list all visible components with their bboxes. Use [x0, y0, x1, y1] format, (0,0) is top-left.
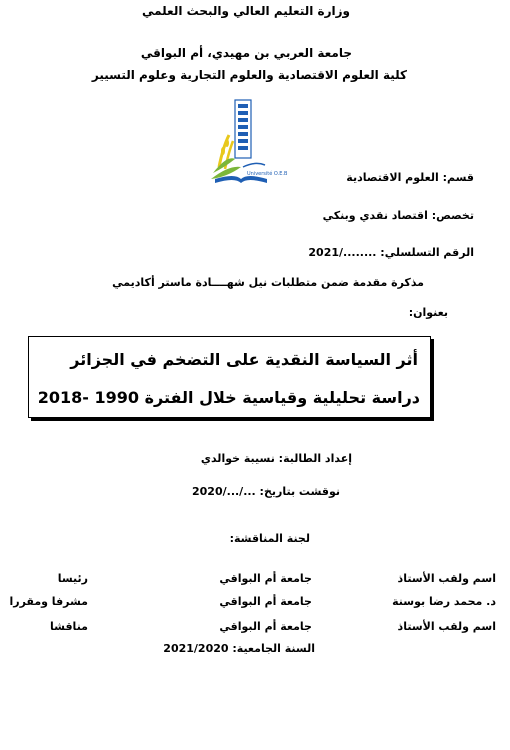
- department: قسم: العلوم الاقتصادية: [346, 171, 474, 184]
- committee-member-university: جامعة أم البواقي: [219, 572, 312, 585]
- committee-member-role: رئيسا: [57, 572, 88, 585]
- university-logo: [205, 95, 288, 190]
- faculty-line: كلية العلوم الاقتصادية والعلوم التجارية وعلوم التسيير: [91, 68, 407, 82]
- committee-member-name: اسم ولقب الأستاذ: [397, 572, 496, 585]
- committee-member-name: اسم ولقب الأستاذ: [397, 620, 496, 633]
- defense-date: نوقشت بتاريخ: .../.../2020: [192, 485, 340, 498]
- ministry-line: وزارة التعليم العالي والبحث العلمي: [141, 4, 350, 18]
- university-line: جامعة العربي بن مهيدي، أم البواقي: [140, 46, 352, 60]
- committee-member-role: مشرفا ومقررا: [9, 595, 88, 608]
- committee-member-university: جامعة أم البواقي: [219, 620, 312, 633]
- logo-caption: Université O.E.B: [247, 171, 288, 177]
- committee-member-university: جامعة أم البواقي: [219, 595, 312, 608]
- title-label: بعنوان:: [408, 306, 448, 319]
- committee-label: لجنة المناقشة:: [229, 532, 310, 545]
- committee-member-name: د. محمد رضا بوسنة: [392, 595, 496, 608]
- committee-member-role: مناقشا: [50, 620, 88, 633]
- memo-statement: مذكرة مقدمة ضمن متطلبات نيل شهــــادة ماستر أكاديمي: [112, 276, 424, 289]
- academic-year: السنة الجامعية: 2021/2020: [163, 642, 315, 655]
- specialty: تخصص: اقتصاد نقدي وبنكي: [322, 209, 474, 222]
- thesis-title-line1: أثر السياسة النقدية على التضخم في الجزائر: [70, 350, 418, 369]
- thesis-title-line2: دراسة تحليلية وقياسية خلال الفترة 1990 -2018: [37, 388, 420, 407]
- prepared-by: إعداد الطالبة: نسيبة خوالدي: [200, 452, 352, 465]
- serial-number: الرقم التسلسلي: ......../2021: [308, 246, 474, 259]
